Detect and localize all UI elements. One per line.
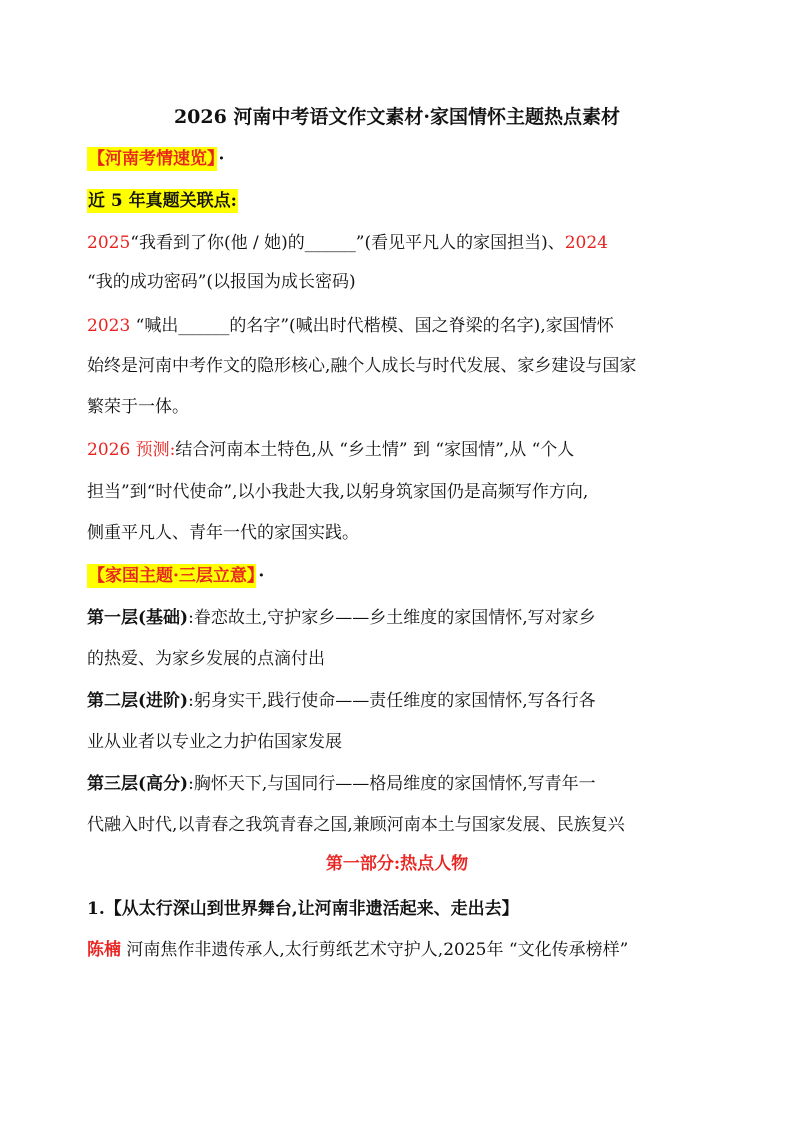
exam-line-3 [87, 314, 717, 338]
layer-2-text-2: 业从业者以专业之力护佑国家发展 [87, 732, 342, 752]
layer-3-label: 第三层(高分) [87, 774, 189, 794]
layer-1-text-2: 的热爱、为家乡发展的点滴付出 [87, 649, 325, 669]
layer-2-label: 第二层(进阶) [87, 691, 189, 711]
exam-2023-line1: “喊出______的名字”(喊出时代楷模、国之脊梁的名字),家国情怀 [130, 316, 614, 336]
recent-years-label-line [87, 189, 717, 213]
section-three-levels [87, 564, 717, 588]
layer-1-label: 第一层(基础) [87, 608, 189, 628]
person-description: 河南焦作非遗传承人,太行剪纸艺术守护人,2025年 “文化传承榜样” [126, 940, 629, 960]
document-title: 2026 河南中考语文作文素材·家国情怀主题热点素材 [173, 106, 621, 128]
item-1-intro [87, 938, 717, 962]
section-label: 【河南考情速览】 [88, 149, 216, 169]
predict-text-3: 侧重平凡人、青年一代的家国实践。 [87, 523, 359, 543]
exam-2024-text: “我的成功密码”(以报国为成长密码) [87, 272, 356, 292]
exam-line-5 [87, 395, 717, 419]
layer-1-line-2 [87, 647, 717, 671]
exam-2023-line3: 繁荣于一体。 [87, 397, 189, 417]
layer-3-line-2 [87, 813, 717, 837]
year-2024: 2024 [564, 233, 608, 253]
layer-3-text-1: :胸怀天下,与国同行——格局维度的家国情怀,写青年一 [188, 774, 596, 794]
predict-line-2 [87, 480, 717, 504]
exam-2025-text: “我看到了你(他 / 她)的______”(看见平凡人的家国担当)、 [130, 233, 565, 253]
exam-line-1 [87, 231, 717, 255]
item-1-heading: 1.【从太行深山到世界舞台,让河南非遗活起来、走出去】 [87, 899, 519, 919]
person-name: 陈楠 [87, 940, 121, 960]
layer-3-text-2: 代融入时代,以青春之我筑青春之国,兼顾河南本土与国家发展、民族复兴 [87, 815, 625, 835]
year-2023: 2023 [87, 316, 131, 336]
year-2025: 2025 [87, 233, 131, 253]
predict-text-1: 结合河南本土特色,从 “乡土情” 到 “家国情”,从 “个人 [175, 440, 575, 460]
part-1-heading: 第一部分:热点人物 [325, 854, 469, 874]
bullet-dot: · [218, 149, 225, 169]
exam-line-2 [87, 270, 717, 294]
section-label: 【家国主题·三层立意】 [88, 566, 256, 586]
predict-line-3 [87, 521, 717, 545]
section-henan-exam-overview [87, 147, 717, 171]
layer-2-line-2 [87, 730, 717, 754]
layer-3-line-1 [87, 772, 717, 796]
bullet-dot: · [258, 566, 265, 586]
predict-label: 2026 预测: [87, 440, 176, 460]
layer-2-line-1 [87, 689, 717, 713]
layer-1-text-1: :眷恋故土,守护家乡——乡土维度的家国情怀,写对家乡 [188, 608, 596, 628]
layer-2-text-1: :躬身实干,践行使命——责任维度的家国情怀,写各行各 [188, 691, 596, 711]
exam-line-4 [87, 354, 717, 378]
layer-1-line-1 [87, 606, 717, 630]
recent-years-label: 近 5 年真题关联点: [88, 191, 237, 211]
predict-text-2: 担当”到“时代使命”,以小我赴大我,以躬身筑家国仍是高频写作方向, [87, 482, 589, 502]
exam-2023-line2: 始终是河南中考作文的隐形核心,融个人成长与时代发展、家乡建设与国家 [87, 356, 637, 376]
predict-line-1 [87, 438, 717, 462]
